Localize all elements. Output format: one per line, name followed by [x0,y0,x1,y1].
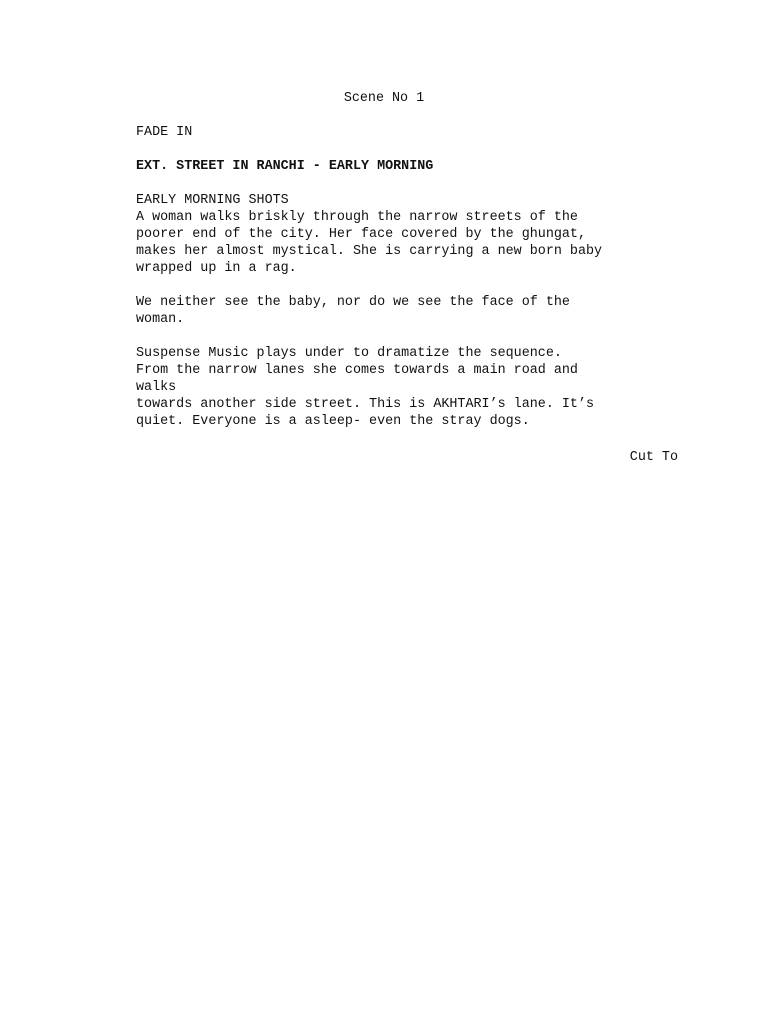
action-line: We neither see the baby, nor do we see the face of the [136,295,570,310]
action-line: towards another side street. This is AKHTARI’s lane. It’s [136,397,595,412]
transition-in: FADE IN [136,125,193,140]
action-line: walks [136,380,177,395]
action-line: From the narrow lanes she comes towards a main road and [136,363,578,378]
slugline: EXT. STREET IN RANCHI - EARLY MORNING [136,159,434,174]
action-line: woman. [136,312,185,327]
scene-title: Scene No 1 [343,91,425,106]
action-line: quiet. Everyone is a asleep- even the stray dogs. [136,414,530,429]
action-line: Suspense Music plays under to dramatize the sequence. [136,346,562,361]
action-line: EARLY MORNING SHOTS [136,193,289,208]
transition-out: Cut To [629,450,678,465]
action-line: makes her almost mystical. She is carrying a new born baby [136,244,603,259]
action-line: A woman walks briskly through the narrow streets of the [136,210,578,225]
action-line: poorer end of the city. Her face covered by the ghungat, [136,227,586,242]
action-line: wrapped up in a rag. [136,261,297,276]
